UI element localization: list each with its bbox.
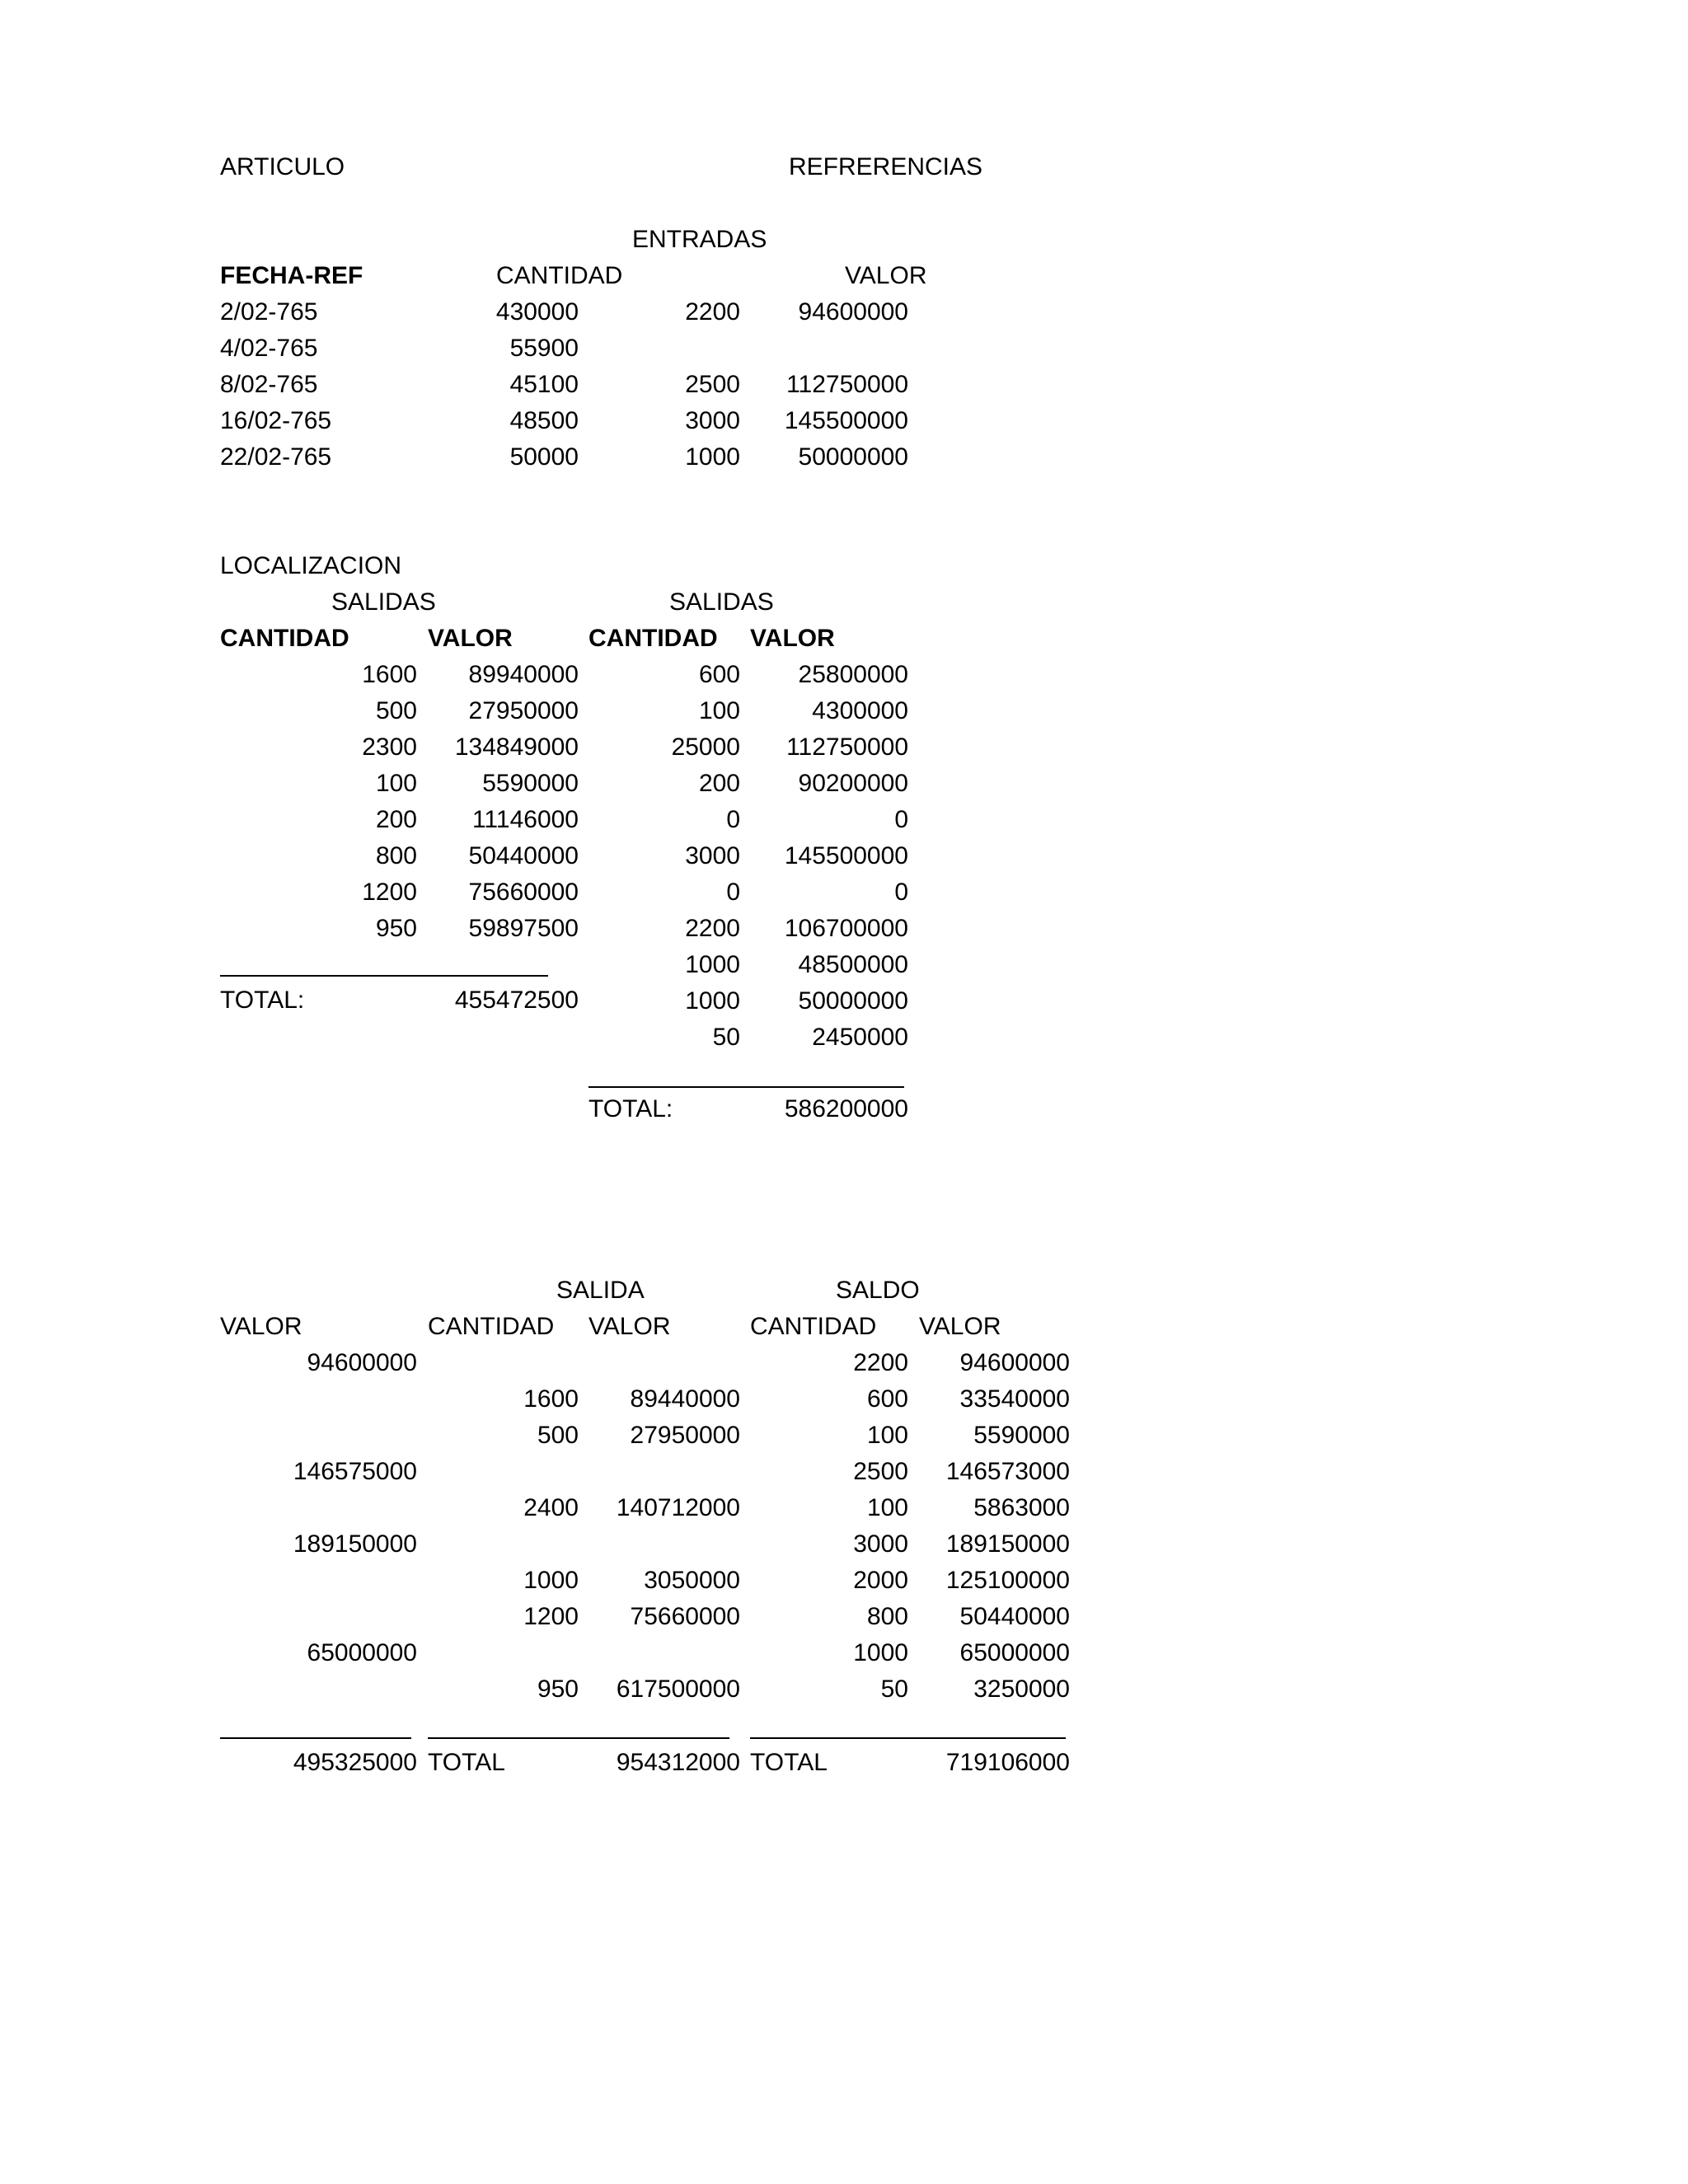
entrada-cantidad: 55900 [509, 335, 579, 362]
kardex-saldo-cantidad: 2500 [853, 1458, 908, 1485]
entrada-cantidad: 45100 [509, 371, 579, 398]
salida-left-cantidad: 800 [375, 842, 417, 869]
entrada-fecha: 16/02-765 [220, 407, 332, 434]
salida-right-valor: 25800000 [798, 661, 908, 688]
salida-left-cantidad: 100 [375, 770, 417, 797]
salida-left-cantidad: 200 [375, 806, 417, 833]
salida-left-cantidad: 2300 [362, 733, 417, 761]
kardex-salida-cantidad: 2400 [523, 1494, 579, 1521]
entrada-fecha: 2/02-765 [220, 298, 318, 326]
entrada-valor: 50000000 [798, 443, 908, 471]
kardex-salida-valor: 140712000 [616, 1494, 740, 1521]
salida-right-valor: 145500000 [784, 842, 908, 869]
salida-right-valor: 4300000 [812, 697, 908, 724]
salidas-left-title: SALIDAS [331, 588, 436, 616]
kardex-saldo-cantidad: 100 [866, 1494, 908, 1521]
kardex-saldo-valor: 146573000 [945, 1458, 1070, 1485]
kardex-saldo-cantidad: 600 [866, 1385, 908, 1413]
salida-left-valor: 89940000 [468, 661, 579, 688]
kardex-entrada-total: 495325000 [293, 1749, 417, 1776]
kardex-salida-total-label: TOTAL [428, 1749, 505, 1776]
kardex-saldo-valor: 5590000 [973, 1422, 1070, 1449]
kardex-salida-cantidad: 1000 [523, 1567, 579, 1594]
kardex-entrada-rule [220, 1737, 411, 1739]
salida-right-cantidad: 0 [726, 879, 740, 906]
kardex-entrada-valor: 189150000 [293, 1530, 417, 1558]
kardex-entrada-valor: 65000000 [307, 1639, 417, 1666]
entrada-valor: 94600000 [798, 298, 908, 326]
salida-left-valor: 50440000 [468, 842, 579, 869]
entradas-title: ENTRADAS [632, 226, 767, 253]
kardex-saldo-valor: 3250000 [973, 1675, 1070, 1703]
kardex-saldo-valor: 65000000 [959, 1639, 1070, 1666]
kardex-saldo-cantidad: 3000 [853, 1530, 908, 1558]
kardex-saldo-valor: 33540000 [959, 1385, 1070, 1413]
salida-right-cantidad: 50 [712, 1024, 740, 1051]
fecha-ref-header: FECHA-REF [220, 262, 363, 289]
right-valor-header: VALOR [750, 625, 835, 652]
kardex-saldo-cantidad: 2200 [853, 1349, 908, 1376]
entrada-fecha: 22/02-765 [220, 443, 332, 471]
entrada-cantidad: 50000 [509, 443, 579, 471]
salidas-right-title: SALIDAS [669, 588, 774, 616]
kardex-saldo-cantidad-header: CANTIDAD [750, 1313, 877, 1340]
kardex-salida-valor: 27950000 [630, 1422, 740, 1449]
kardex-saldo-cantidad: 1000 [853, 1639, 908, 1666]
entrada-precio: 1000 [685, 443, 740, 471]
salida-right-valor: 50000000 [798, 987, 908, 1015]
entrada-fecha: 8/02-765 [220, 371, 318, 398]
kardex-saldo-valor: 189150000 [945, 1530, 1070, 1558]
kardex-entrada-valor: 94600000 [307, 1349, 417, 1376]
salida-right-cantidad: 0 [726, 806, 740, 833]
entrada-precio: 2200 [685, 298, 740, 326]
kardex-valor-header: VALOR [220, 1313, 302, 1340]
kardex-salida-cantidad: 950 [537, 1675, 579, 1703]
salida-right-cantidad: 25000 [671, 733, 740, 761]
salida-left-valor: 11146000 [471, 806, 579, 833]
salida-right-cantidad: 200 [698, 770, 740, 797]
left-total-label: TOTAL: [220, 987, 305, 1014]
kardex-saldo-cantidad: 800 [866, 1603, 908, 1630]
left-total-rule [220, 975, 548, 977]
kardex-saldo-valor: 125100000 [945, 1567, 1070, 1594]
entrada-valor: 112750000 [786, 371, 908, 398]
salida-right-cantidad: 3000 [685, 842, 740, 869]
salida-left-cantidad: 1600 [362, 661, 417, 688]
kardex-salida-cantidad: 500 [537, 1422, 579, 1449]
left-cantidad-header: CANTIDAD [220, 625, 349, 652]
kardex-saldo-cantidad: 100 [866, 1422, 908, 1449]
salida-right-valor: 48500000 [798, 951, 908, 978]
left-total-value: 455472500 [454, 987, 579, 1014]
salida-left-valor: 134849000 [454, 733, 579, 761]
kardex-salida-cantidad-header: CANTIDAD [428, 1313, 555, 1340]
salida-right-cantidad: 600 [698, 661, 740, 688]
right-total-label: TOTAL: [588, 1095, 673, 1122]
salida-left-valor: 75660000 [468, 879, 579, 906]
kardex-saldo-valor: 5863000 [973, 1494, 1070, 1521]
left-valor-header: VALOR [428, 625, 513, 652]
kardex-saldo-total-label: TOTAL [750, 1749, 828, 1776]
cantidad-header: CANTIDAD [496, 262, 623, 289]
salida-right-valor: 0 [894, 879, 908, 906]
kardex-saldo-cantidad: 2000 [853, 1567, 908, 1594]
salida-right-valor: 90200000 [798, 770, 908, 797]
salida-right-valor: 106700000 [784, 915, 908, 942]
kardex-saldo-valor: 94600000 [959, 1349, 1070, 1376]
kardex-saldo-total: 719106000 [945, 1749, 1070, 1776]
salida-right-cantidad: 1000 [685, 951, 740, 978]
right-total-value: 586200000 [784, 1095, 908, 1122]
kardex-saldo-rule [750, 1737, 1066, 1739]
kardex-entrada-valor: 146575000 [293, 1458, 417, 1485]
kardex-saldo-valor: 50440000 [959, 1603, 1070, 1630]
salida-left-cantidad: 1200 [362, 879, 417, 906]
kardex-salida-valor: 89440000 [630, 1385, 740, 1413]
kardex-salida-cantidad: 1200 [523, 1603, 579, 1630]
salida-group-title: SALIDA [556, 1277, 645, 1304]
articulo-label: ARTICULO [220, 153, 345, 180]
localizacion-title: LOCALIZACION [220, 552, 402, 579]
salida-left-valor: 5590000 [482, 770, 579, 797]
salida-right-valor: 0 [894, 806, 908, 833]
entrada-cantidad: 48500 [509, 407, 579, 434]
salida-left-valor: 27950000 [468, 697, 579, 724]
referencias-label: REFRERENCIAS [789, 153, 983, 180]
kardex-salida-valor: 617500000 [616, 1675, 740, 1703]
entrada-precio: 2500 [685, 371, 740, 398]
salida-right-valor: 112750000 [786, 733, 908, 761]
kardex-salida-rule [428, 1737, 729, 1739]
salida-left-cantidad: 950 [375, 915, 417, 942]
saldo-group-title: SALDO [836, 1277, 920, 1304]
kardex-saldo-valor-header: VALOR [919, 1313, 1001, 1340]
kardex-salida-valor-header: VALOR [588, 1313, 671, 1340]
salida-right-cantidad: 2200 [685, 915, 740, 942]
salida-right-cantidad: 100 [698, 697, 740, 724]
entrada-cantidad: 430000 [495, 298, 579, 326]
salida-left-valor: 59897500 [468, 915, 579, 942]
kardex-salida-valor: 75660000 [630, 1603, 740, 1630]
right-cantidad-header: CANTIDAD [588, 625, 718, 652]
entrada-valor: 145500000 [784, 407, 908, 434]
salida-right-valor: 2450000 [812, 1024, 908, 1051]
right-total-rule [588, 1086, 904, 1088]
salida-left-cantidad: 500 [375, 697, 417, 724]
kardex-saldo-cantidad: 50 [880, 1675, 908, 1703]
kardex-salida-cantidad: 1600 [523, 1385, 579, 1413]
valor-header: VALOR [845, 262, 927, 289]
entrada-fecha: 4/02-765 [220, 335, 318, 362]
salida-right-cantidad: 1000 [685, 987, 740, 1015]
entrada-precio: 3000 [685, 407, 740, 434]
kardex-salida-total: 954312000 [616, 1749, 740, 1776]
kardex-salida-valor: 3050000 [644, 1567, 740, 1594]
